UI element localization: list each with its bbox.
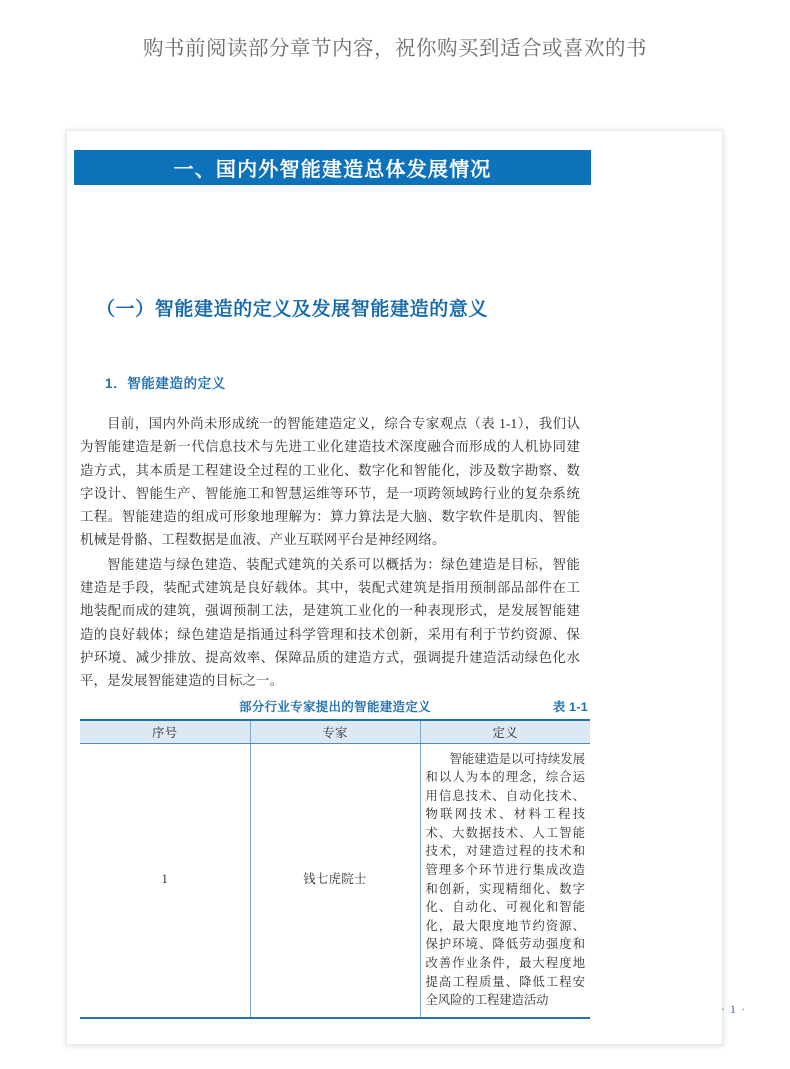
table-caption-title: 部分行业专家提出的智能建造定义 [239, 700, 431, 714]
subsection-heading: 1．智能建造的定义 [105, 376, 226, 391]
table-header-expert: 专家 [250, 720, 420, 743]
table-caption-number: 表 1-1 [552, 700, 588, 714]
promo-text: 购书前阅读部分章节内容，祝你购买到适合或喜欢的书 [143, 37, 647, 60]
table-row [80, 743, 590, 1018]
body-paragraph: 智能建造与绿色建造、装配式建筑的关系可以概括为：绿色建造是目标，智能建造是手段，装配式建筑是良好载体。其中，装配式建筑是指用预制部品部件在工地装配而成的建筑，强调预制工法，是建筑工业化的一种表现形式，是发展智能建造的良好载体；绿色建造是指通过科学管理和技术创新，采用有利于节约资源、保护环境、减少排放、提高效率、保障品质的建造方式，强调提升建造活动绿色化水平，是发展智能建造的目标之一。 [80, 556, 580, 689]
body-text-block [80, 412, 580, 694]
table-cell-index: 1 [80, 743, 250, 1018]
section-heading: （一）智能建造的定义及发展智能建造的意义 [96, 299, 489, 320]
table-header-row [80, 720, 590, 743]
body-paragraph: 目前，国内外尚未形成统一的智能建造定义，综合专家观点（表 1-1），我们认为智能建造是新一代信息技术与先进工业化建造技术深度融合而形成的人机协同建造方式，其本质是工程建设全过程的工业化、数字化和智能化，涉及数字勘察、数字设计、智能生产、智能施工和智慧运维等环节，是一项跨领域跨行业的复杂系统工程。智能建造的组成可形象地理解为：算力算法是大脑、数字软件是肌肉、智能机械是骨骼、工程数据是血液、产业互联网平台是神经网络。 [80, 416, 580, 548]
table-cell-definition: 智能建造是以可持续发展和以人为本的理念，综合运用信息技术、自动化技术、物联网技术、材料工程技术、大数据技术、人工智能技术，对建造过程的技术和管理多个环节进行集成改造和创新，实现精细化、数字化、自动化、可视化和智能化，最大限度地节约资源、保护环境、降低劳动强度和改善作业条件，最大程度地提高工程质量、降低工程安全风险的工程建造活动 [420, 743, 590, 1018]
definition-table [80, 719, 590, 1019]
definition-table-block [80, 697, 590, 1019]
table-header-index: 序号 [80, 720, 250, 743]
table-header-definition: 定义 [420, 720, 590, 743]
table-header [80, 720, 590, 743]
table-cell-expert: 钱七虎院士 [250, 743, 420, 1018]
table-caption [80, 697, 590, 717]
table-body [80, 743, 590, 1018]
page-number: · 1 · [721, 1002, 746, 1016]
chapter-banner-title: 一、国内外智能建造总体发展情况 [173, 159, 492, 181]
chapter-banner [74, 150, 591, 185]
promo-bar [0, 0, 790, 92]
